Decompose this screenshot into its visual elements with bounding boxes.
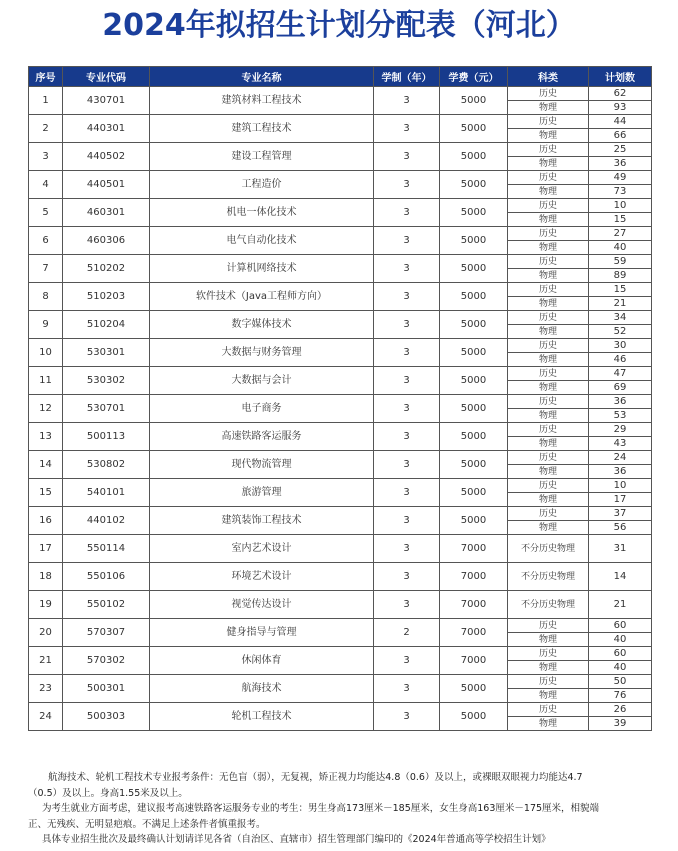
- category-cell: 历史: [508, 647, 589, 661]
- major-code: 440502: [63, 143, 150, 171]
- table-row: [29, 227, 652, 241]
- table-row: [29, 647, 652, 661]
- category-cell: 物理: [508, 493, 589, 507]
- major-name: 现代物流管理: [150, 451, 374, 479]
- years: 3: [374, 339, 440, 367]
- category-cell: 历史: [508, 619, 589, 633]
- plan-count: 56: [589, 521, 652, 535]
- category-cell: 物理: [508, 381, 589, 395]
- note-1-line-1: 航海技术、轮机工程技术专业报考条件：无色盲（弱），无复视，矫正视力均能达4.8（0.6）及以上，或裸眼双眼视力均能达4.7: [48, 772, 583, 783]
- category-cell: 历史: [508, 675, 589, 689]
- category-cell: 物理: [508, 101, 589, 115]
- plan-count: 52: [589, 325, 652, 339]
- plan-count: 36: [589, 465, 652, 479]
- tuition-fee: 5000: [440, 703, 508, 731]
- row-no: 19: [29, 591, 63, 619]
- plan-count: 69: [589, 381, 652, 395]
- row-no: 12: [29, 395, 63, 423]
- years: 3: [374, 591, 440, 619]
- major-name: 休闲体育: [150, 647, 374, 675]
- table-row: [29, 143, 652, 157]
- major-code: 440102: [63, 507, 150, 535]
- major-code: 570302: [63, 647, 150, 675]
- row-no: 7: [29, 255, 63, 283]
- plan-count: 53: [589, 409, 652, 423]
- note-3: 具体专业招生批次及最终确认计划请详见各省（自治区、直辖市）招生管理部门编印的《2024年普通高等学校招生计划》: [42, 834, 551, 845]
- row-no: 3: [29, 143, 63, 171]
- major-name: 建设工程管理: [150, 143, 374, 171]
- major-name: 大数据与财务管理: [150, 339, 374, 367]
- plan-count: 14: [589, 563, 652, 591]
- table-row: [29, 535, 652, 563]
- category-cell: 物理: [508, 409, 589, 423]
- major-name: 电气自动化技术: [150, 227, 374, 255]
- years: 3: [374, 479, 440, 507]
- tuition-fee: 7000: [440, 619, 508, 647]
- plan-count: 40: [589, 633, 652, 647]
- major-code: 550114: [63, 535, 150, 563]
- header-fee: 学费（元）: [440, 67, 508, 87]
- category-cell: 历史: [508, 451, 589, 465]
- category-cell: 物理: [508, 157, 589, 171]
- tuition-fee: 5000: [440, 395, 508, 423]
- row-no: 13: [29, 423, 63, 451]
- category-cell: 不分历史物理: [508, 535, 589, 563]
- major-name: 软件技术（Java工程师方向）: [150, 283, 374, 311]
- category-cell: 历史: [508, 171, 589, 185]
- major-code: 510203: [63, 283, 150, 311]
- major-name: 建筑材料工程技术: [150, 87, 374, 115]
- years: 3: [374, 87, 440, 115]
- plan-count: 10: [589, 479, 652, 493]
- category-cell: 历史: [508, 367, 589, 381]
- years: 3: [374, 507, 440, 535]
- category-cell: 不分历史物理: [508, 563, 589, 591]
- major-name: 工程造价: [150, 171, 374, 199]
- row-no: 9: [29, 311, 63, 339]
- category-cell: 历史: [508, 255, 589, 269]
- header-name: 专业名称: [150, 67, 374, 87]
- major-code: 530301: [63, 339, 150, 367]
- plan-count: 31: [589, 535, 652, 563]
- tuition-fee: 7000: [440, 563, 508, 591]
- row-no: 16: [29, 507, 63, 535]
- plan-count: 21: [589, 591, 652, 619]
- plan-count: 25: [589, 143, 652, 157]
- row-no: 14: [29, 451, 63, 479]
- table-row: [29, 591, 652, 619]
- major-name: 计算机网络技术: [150, 255, 374, 283]
- plan-count: 15: [589, 283, 652, 297]
- plan-count: 15: [589, 213, 652, 227]
- years: 3: [374, 311, 440, 339]
- table-row: [29, 451, 652, 465]
- major-name: 旅游管理: [150, 479, 374, 507]
- row-no: 18: [29, 563, 63, 591]
- major-name: 机电一体化技术: [150, 199, 374, 227]
- table-row: [29, 563, 652, 591]
- row-no: 21: [29, 647, 63, 675]
- years: 3: [374, 115, 440, 143]
- plan-count: 46: [589, 353, 652, 367]
- plan-count: 40: [589, 661, 652, 675]
- major-name: 室内艺术设计: [150, 535, 374, 563]
- row-no: 17: [29, 535, 63, 563]
- plan-count: 73: [589, 185, 652, 199]
- note-2-line-1: 为考生就业方面考虑，建议报考高速铁路客运服务专业的考生：男生身高173厘米－185厘米，女生身高163厘米－175厘米，相貌端: [42, 803, 600, 814]
- table-row: [29, 479, 652, 493]
- header-category: 科类: [508, 67, 589, 87]
- category-cell: 物理: [508, 353, 589, 367]
- category-cell: 历史: [508, 395, 589, 409]
- plan-count: 66: [589, 129, 652, 143]
- plan-count: 36: [589, 395, 652, 409]
- years: 2: [374, 619, 440, 647]
- row-no: 15: [29, 479, 63, 507]
- years: 3: [374, 451, 440, 479]
- tuition-fee: 5000: [440, 115, 508, 143]
- tuition-fee: 5000: [440, 283, 508, 311]
- row-no: 10: [29, 339, 63, 367]
- category-cell: 物理: [508, 241, 589, 255]
- major-name: 视觉传达设计: [150, 591, 374, 619]
- category-cell: 物理: [508, 213, 589, 227]
- row-no: 8: [29, 283, 63, 311]
- tuition-fee: 5000: [440, 311, 508, 339]
- category-cell: 物理: [508, 465, 589, 479]
- category-cell: 历史: [508, 479, 589, 493]
- category-cell: 物理: [508, 325, 589, 339]
- major-code: 500113: [63, 423, 150, 451]
- tuition-fee: 7000: [440, 647, 508, 675]
- plan-count: 36: [589, 157, 652, 171]
- tuition-fee: 5000: [440, 199, 508, 227]
- category-cell: 物理: [508, 633, 589, 647]
- major-code: 530302: [63, 367, 150, 395]
- category-cell: 历史: [508, 339, 589, 353]
- major-code: 550102: [63, 591, 150, 619]
- years: 3: [374, 255, 440, 283]
- major-code: 510204: [63, 311, 150, 339]
- table-row: [29, 283, 652, 297]
- years: 3: [374, 675, 440, 703]
- years: 3: [374, 199, 440, 227]
- plan-count: 29: [589, 423, 652, 437]
- plan-count: 40: [589, 241, 652, 255]
- tuition-fee: 7000: [440, 535, 508, 563]
- tuition-fee: 5000: [440, 339, 508, 367]
- years: 3: [374, 171, 440, 199]
- plan-count: 39: [589, 717, 652, 731]
- plan-count: 24: [589, 451, 652, 465]
- tuition-fee: 5000: [440, 423, 508, 451]
- tuition-fee: 5000: [440, 171, 508, 199]
- table-row: [29, 171, 652, 185]
- category-cell: 不分历史物理: [508, 591, 589, 619]
- table-row: [29, 507, 652, 521]
- major-code: 430701: [63, 87, 150, 115]
- category-cell: 物理: [508, 437, 589, 451]
- major-code: 460301: [63, 199, 150, 227]
- tuition-fee: 5000: [440, 479, 508, 507]
- table-row: [29, 675, 652, 689]
- table-row: [29, 87, 652, 101]
- years: 3: [374, 423, 440, 451]
- tuition-fee: 5000: [440, 255, 508, 283]
- row-no: 11: [29, 367, 63, 395]
- tuition-fee: 7000: [440, 591, 508, 619]
- category-cell: 历史: [508, 283, 589, 297]
- tuition-fee: 5000: [440, 227, 508, 255]
- plan-count: 50: [589, 675, 652, 689]
- category-cell: 历史: [508, 507, 589, 521]
- major-name: 大数据与会计: [150, 367, 374, 395]
- table-header-row: [29, 67, 652, 87]
- category-cell: 物理: [508, 717, 589, 731]
- table-row: [29, 255, 652, 269]
- major-code: 460306: [63, 227, 150, 255]
- category-cell: 历史: [508, 311, 589, 325]
- table-row: [29, 423, 652, 437]
- tuition-fee: 5000: [440, 507, 508, 535]
- major-code: 500301: [63, 675, 150, 703]
- major-code: 550106: [63, 563, 150, 591]
- category-cell: 物理: [508, 521, 589, 535]
- major-name: 轮机工程技术: [150, 703, 374, 731]
- years: 3: [374, 367, 440, 395]
- major-code: 530802: [63, 451, 150, 479]
- header-no: 序号: [29, 67, 63, 87]
- notes: [28, 770, 658, 848]
- category-cell: 物理: [508, 129, 589, 143]
- plan-count: 10: [589, 199, 652, 213]
- major-code: 440301: [63, 115, 150, 143]
- category-cell: 物理: [508, 269, 589, 283]
- row-no: 24: [29, 703, 63, 731]
- years: 3: [374, 143, 440, 171]
- category-cell: 历史: [508, 703, 589, 717]
- table-row: [29, 619, 652, 633]
- major-name: 高速铁路客运服务: [150, 423, 374, 451]
- page-title: 2024年拟招生计划分配表（河北）: [102, 8, 576, 43]
- category-cell: 历史: [508, 115, 589, 129]
- header-plan: 计划数: [589, 67, 652, 87]
- plan-count: 62: [589, 87, 652, 101]
- row-no: 23: [29, 675, 63, 703]
- plan-count: 27: [589, 227, 652, 241]
- major-code: 540101: [63, 479, 150, 507]
- major-code: 570307: [63, 619, 150, 647]
- major-code: 510202: [63, 255, 150, 283]
- tuition-fee: 5000: [440, 451, 508, 479]
- major-code: 440501: [63, 171, 150, 199]
- row-no: 4: [29, 171, 63, 199]
- plan-count: 93: [589, 101, 652, 115]
- plan-count: 37: [589, 507, 652, 521]
- plan-count: 44: [589, 115, 652, 129]
- note-2-line-2: 正、无残疾、无明显疤痕。不满足上述条件者慎重报考。: [28, 818, 266, 830]
- tuition-fee: 5000: [440, 87, 508, 115]
- plan-count: 26: [589, 703, 652, 717]
- major-name: 健身指导与管理: [150, 619, 374, 647]
- category-cell: 物理: [508, 185, 589, 199]
- tuition-fee: 5000: [440, 675, 508, 703]
- plan-count: 49: [589, 171, 652, 185]
- plan-count: 30: [589, 339, 652, 353]
- row-no: 2: [29, 115, 63, 143]
- row-no: 5: [29, 199, 63, 227]
- plan-count: 76: [589, 689, 652, 703]
- plan-count: 34: [589, 311, 652, 325]
- table-row: [29, 395, 652, 409]
- table-row: [29, 703, 652, 717]
- major-name: 环境艺术设计: [150, 563, 374, 591]
- row-no: 6: [29, 227, 63, 255]
- major-code: 530701: [63, 395, 150, 423]
- tuition-fee: 5000: [440, 367, 508, 395]
- row-no: 1: [29, 87, 63, 115]
- category-cell: 历史: [508, 199, 589, 213]
- header-code: 专业代码: [63, 67, 150, 87]
- category-cell: 历史: [508, 227, 589, 241]
- major-name: 建筑装饰工程技术: [150, 507, 374, 535]
- table-row: [29, 367, 652, 381]
- category-cell: 历史: [508, 87, 589, 101]
- header-years: 学制（年）: [374, 67, 440, 87]
- years: 3: [374, 227, 440, 255]
- years: 3: [374, 647, 440, 675]
- years: 3: [374, 703, 440, 731]
- plan-table: [28, 66, 652, 731]
- plan-count: 60: [589, 647, 652, 661]
- plan-count: 59: [589, 255, 652, 269]
- major-name: 建筑工程技术: [150, 115, 374, 143]
- years: 3: [374, 535, 440, 563]
- plan-count: 17: [589, 493, 652, 507]
- category-cell: 物理: [508, 661, 589, 675]
- major-name: 电子商务: [150, 395, 374, 423]
- note-1-line-2: （0.5）及以上。身高1.55米及以上。: [28, 787, 188, 799]
- table-row: [29, 311, 652, 325]
- table-row: [29, 339, 652, 353]
- major-code: 500303: [63, 703, 150, 731]
- plan-count: 60: [589, 619, 652, 633]
- plan-count: 89: [589, 269, 652, 283]
- plan-count: 21: [589, 297, 652, 311]
- tuition-fee: 5000: [440, 143, 508, 171]
- category-cell: 历史: [508, 423, 589, 437]
- plan-count: 47: [589, 367, 652, 381]
- years: 3: [374, 283, 440, 311]
- major-name: 数字媒体技术: [150, 311, 374, 339]
- category-cell: 物理: [508, 689, 589, 703]
- years: 3: [374, 563, 440, 591]
- major-name: 航海技术: [150, 675, 374, 703]
- category-cell: 历史: [508, 143, 589, 157]
- years: 3: [374, 395, 440, 423]
- row-no: 20: [29, 619, 63, 647]
- plan-count: 43: [589, 437, 652, 451]
- category-cell: 物理: [508, 297, 589, 311]
- table-row: [29, 115, 652, 129]
- table-row: [29, 199, 652, 213]
